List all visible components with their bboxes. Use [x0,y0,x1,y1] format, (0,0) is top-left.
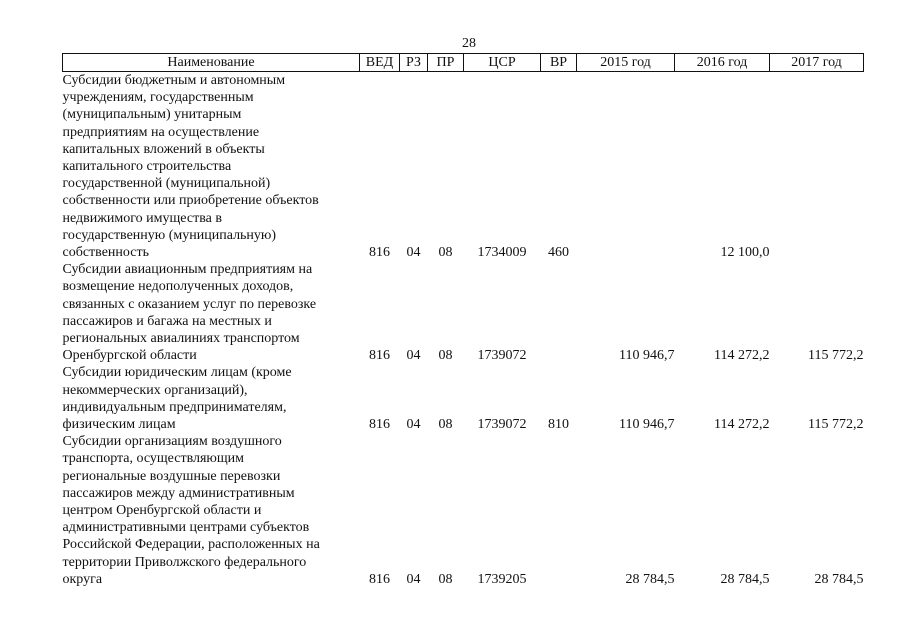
name-line: собственности или приобретение объектов [62,193,319,209]
budget-table [62,53,864,588]
cell-2015: 110 946,7 [619,417,675,433]
table-body [63,72,864,589]
name-line: административными центрами субъектов [62,520,310,536]
name-line: Субсидии авиационным предприятиям на [62,262,313,278]
cell-rz: 04 [406,245,421,261]
cell-2015: 110 946,7 [619,348,675,364]
cell-rz: 04 [406,571,421,587]
name-line: собственность [62,245,149,261]
cell-vr: 460 [548,245,569,261]
header-row [63,54,864,72]
table-row [63,433,864,588]
name-line: пассажиров и багажа на местных и [62,313,272,329]
name-line: округа [62,571,103,587]
cell-pr: 08 [438,417,453,433]
header-vr: ВР [541,54,577,72]
table-row [63,364,864,433]
name-line: недвижимого имущества в [62,210,222,226]
cell-vr [541,261,577,364]
name-line: связанных с оказанием услуг по перевозке [62,296,317,312]
name-line: капитальных вложений в объекты [62,141,265,157]
cell-2017 [770,72,864,262]
cell-2016: 28 784,5 [720,571,770,587]
cell-name [63,261,360,364]
name-line: транспорта, осуществляющим [62,451,245,467]
cell-2016: 114 272,2 [714,417,770,433]
header-pr: ПР [428,54,464,72]
name-line: государственной (муниципальной) [62,176,271,192]
name-line: пассажиров между административным [62,485,295,501]
cell-csr: 1734009 [477,245,527,261]
cell-name [63,433,360,588]
cell-rz: 04 [406,348,421,364]
name-line: Субсидии организациям воздушного [62,434,282,450]
name-line: некоммерческих организаций), [62,382,248,398]
name-line: (муниципальным) унитарным [62,107,242,123]
name-line: Субсидии бюджетным и автономным [62,73,286,88]
name-line: Российской Федерации, расположенных на [62,537,320,553]
cell-ved: 816 [369,245,390,261]
cell-2016: 114 272,2 [714,348,770,364]
cell-2016: 12 100,0 [720,245,770,261]
header-rz: РЗ [400,54,428,72]
name-line: Оренбургской области [62,348,197,364]
cell-2017: 115 772,2 [808,348,864,364]
name-line: капитального строительства [62,159,232,175]
cell-csr: 1739072 [477,417,527,433]
cell-ved: 816 [369,571,390,587]
name-line: территории Приволжского федерального [62,554,307,570]
name-line: индивидуальным предпринимателям, [62,399,287,415]
cell-vr [541,433,577,588]
cell-ved: 816 [369,348,390,364]
cell-2017: 28 784,5 [814,571,864,587]
header-csr: ЦСР [464,54,541,72]
name-line: предприятиям на осуществление [62,124,260,140]
header-2016: 2016 год [675,54,770,72]
name-line: государственную (муниципальную) [62,227,277,243]
name-line: возмещение недополученных доходов, [62,279,294,295]
cell-csr: 1739205 [477,571,527,587]
name-line: региональных авиалиниях транспортом [62,331,300,347]
cell-2015: 28 784,5 [625,571,675,587]
cell-2015 [577,72,675,262]
name-line: Субсидии юридическим лицам (кроме [62,365,292,381]
name-line: учреждениям, государственным [62,90,254,106]
table-header [63,54,864,72]
cell-pr: 08 [438,245,453,261]
cell-csr: 1739072 [477,348,527,364]
header-2015: 2015 год [577,54,675,72]
table-row [63,72,864,262]
header-name: Наименование [63,54,360,72]
cell-rz: 04 [406,417,421,433]
name-line: физическим лицам [62,417,176,433]
name-line: региональные воздушные перевозки [62,468,281,484]
cell-2017: 115 772,2 [808,417,864,433]
header-ved: ВЕД [360,54,400,72]
cell-ved: 816 [369,417,390,433]
page-number: 28 [462,36,476,51]
cell-name [63,364,360,433]
cell-pr: 08 [438,571,453,587]
table-row [63,261,864,364]
header-2017: 2017 год [770,54,864,72]
cell-pr: 08 [438,348,453,364]
name-line: центром Оренбургской области и [62,503,262,519]
cell-name [63,72,360,262]
cell-vr: 810 [548,417,569,433]
